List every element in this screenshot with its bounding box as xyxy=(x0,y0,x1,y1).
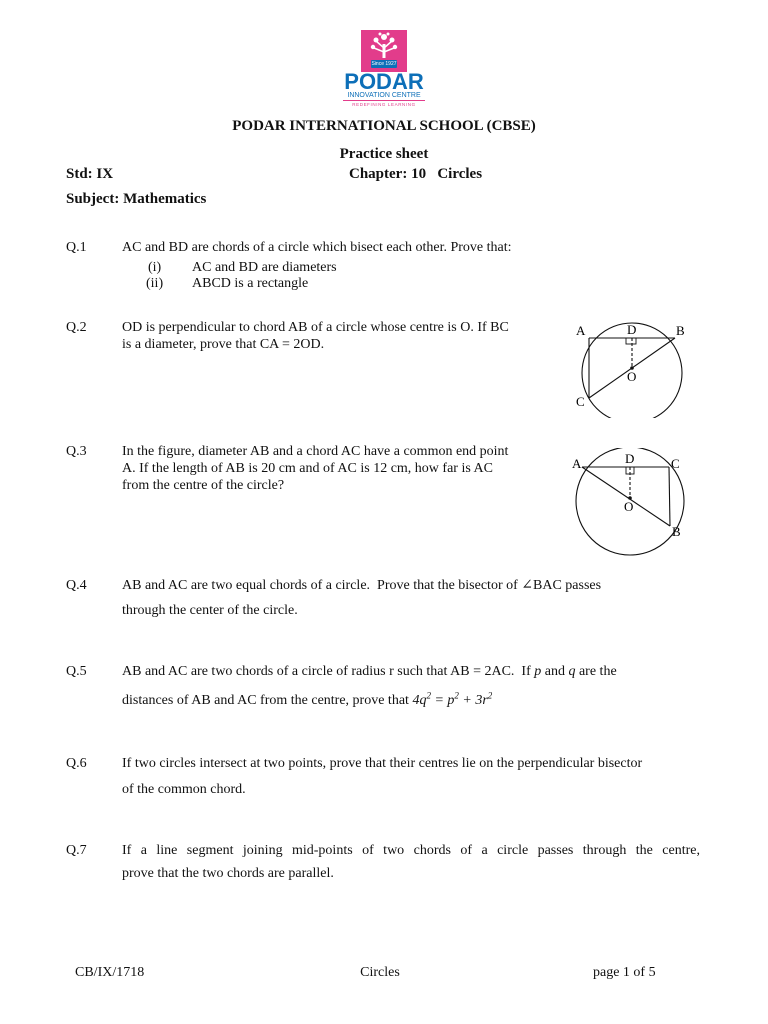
label-o: O xyxy=(624,499,634,514)
formula-term: = p xyxy=(430,693,455,708)
q4-text: AB and AC are two equal chords of a circle. Prove that the bisector of xyxy=(122,578,522,593)
right-angle-marker xyxy=(626,338,636,344)
standard-label: Std: IX xyxy=(66,166,114,182)
q6-line: If two circles intersect at two points, prove that their centres lie on the perpendicular bisector xyxy=(122,756,643,771)
label-c: C xyxy=(576,394,585,409)
label-c: C xyxy=(671,456,680,471)
q5-text: and xyxy=(541,664,569,679)
var-q: q xyxy=(568,664,576,679)
footer-code: CB/IX/1718 xyxy=(75,965,145,980)
q1-text: AC and BD are chords of a circle which bisect each other. Prove that: xyxy=(122,240,512,255)
q6-number: Q.6 xyxy=(66,756,87,771)
q7-number: Q.7 xyxy=(66,843,87,858)
logo-tagline: REDEFINING LEARNING xyxy=(352,102,416,107)
var-p: p xyxy=(534,664,542,679)
q5-text: distances of AB and AC from the centre, prove that xyxy=(122,693,413,708)
q4-number: Q.4 xyxy=(66,578,87,593)
q3-circle-diagram xyxy=(566,448,696,558)
formula-term: + 3r xyxy=(458,693,488,708)
subject-label: Subject xyxy=(66,191,115,207)
label-b: B xyxy=(676,323,685,338)
q7-line: If a line segment joining mid-points of two chords of a circle passes through the centre, xyxy=(122,843,700,858)
label-o: O xyxy=(627,369,637,384)
formula xyxy=(412,690,493,708)
label-d: D xyxy=(627,322,637,337)
q4-line: through the center of the circle. xyxy=(122,603,298,618)
q1-part-text: AC and BD are diameters xyxy=(192,260,337,275)
subject-line xyxy=(66,190,206,208)
q3-line: from the centre of the circle? xyxy=(122,478,285,493)
q6-line: of the common chord. xyxy=(122,782,246,797)
logo-divider xyxy=(343,100,425,101)
segment-cb xyxy=(669,467,670,526)
formula-term: 4q xyxy=(412,693,427,708)
q3-line: A. If the length of AB is 20 cm and of AC is 12 cm, how far is AC xyxy=(122,461,493,476)
q2-number: Q.2 xyxy=(66,320,87,335)
q5-line xyxy=(122,692,492,710)
q3-line: In the figure, diameter AB and a chord AC have a common end point xyxy=(122,444,509,459)
logo-since-badge: Since 1927 xyxy=(371,61,397,67)
q1-number: Q.1 xyxy=(66,240,87,255)
q7-line: prove that the two chords are parallel. xyxy=(122,866,334,881)
q1-part-label: (i) xyxy=(148,260,162,275)
label-a: A xyxy=(572,456,582,471)
q5-number: Q.5 xyxy=(66,664,87,679)
chapter-label: Chapter: 10 Circles xyxy=(349,166,483,182)
q2-line: OD is perpendicular to chord AB of a circle whose centre is O. If BC xyxy=(122,320,509,335)
q1-part-text: ABCD is a rectangle xyxy=(192,276,309,291)
formula-exponent: 2 xyxy=(426,690,431,701)
label-b: B xyxy=(672,524,681,539)
school-name: PODAR INTERNATIONAL SCHOOL (CBSE) xyxy=(232,118,536,134)
diameter-ab xyxy=(582,467,670,526)
logo-subtitle: INNOVATION CENTRE xyxy=(347,92,421,99)
angle-symbol: ∠ xyxy=(521,578,534,593)
q3-number: Q.3 xyxy=(66,444,87,459)
formula-exponent: 2 xyxy=(487,690,493,701)
label-d: D xyxy=(625,451,635,466)
q5-text: AB and AC are two chords of a circle of radius r such that AB = 2AC. If xyxy=(122,664,535,679)
q1-part-label: (ii) xyxy=(146,276,164,291)
q4-line xyxy=(122,577,700,595)
sheet-title: Practice sheet xyxy=(339,146,429,162)
label-a: A xyxy=(576,323,586,338)
footer-page-number: page 1 of 5 xyxy=(593,965,656,980)
q2-circle-diagram xyxy=(570,318,690,418)
footer-topic: Circles xyxy=(360,965,400,980)
subject-value: : Mathematics xyxy=(114,191,207,207)
q4-text: BAC passes xyxy=(533,578,602,593)
q5-line xyxy=(122,663,700,681)
logo-wordmark: PODAR xyxy=(344,69,424,94)
formula-exponent: 2 xyxy=(454,690,459,701)
q5-text: are the xyxy=(575,664,617,679)
q2-line: is a diameter, prove that CA = 2OD. xyxy=(122,337,325,352)
